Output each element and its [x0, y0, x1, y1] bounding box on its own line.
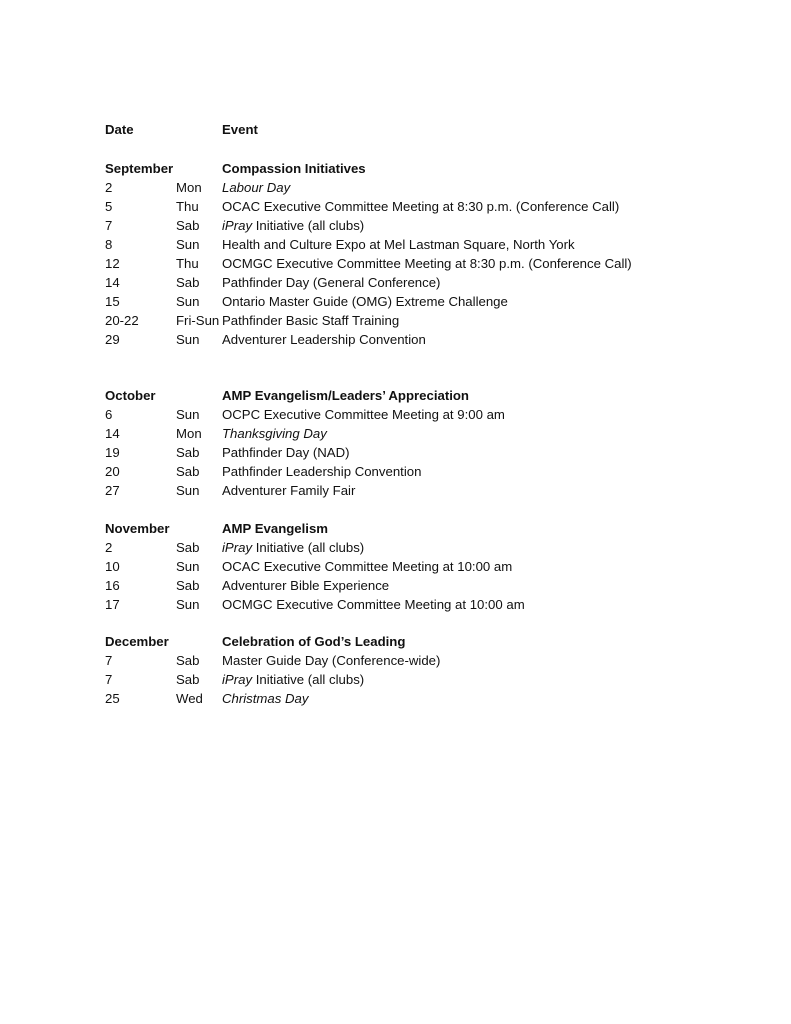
event-day: Sab	[176, 464, 200, 479]
event-row	[105, 405, 725, 424]
event-title-text: OCMGC Executive Committee Meeting at 8:30 p.m. (Conference Call)	[222, 256, 632, 271]
event-title	[222, 216, 364, 235]
event-day: Sab	[176, 540, 200, 555]
event-day: Sun	[176, 294, 200, 309]
event-day: Sun	[176, 407, 200, 422]
month-section-september	[105, 159, 725, 349]
month-section-december	[105, 632, 725, 708]
event-title	[222, 273, 440, 292]
event-day: Mon	[176, 426, 202, 441]
event-row	[105, 330, 725, 349]
month-section-november	[105, 519, 725, 614]
event-date: 29	[105, 332, 120, 347]
event-row	[105, 443, 725, 462]
event-title-italic: Thanksgiving Day	[222, 426, 327, 441]
event-title	[222, 235, 575, 254]
event-row	[105, 462, 725, 481]
month-theme: AMP Evangelism/Leaders’ Appreciation	[222, 388, 469, 403]
event-row	[105, 424, 725, 443]
event-title	[222, 443, 350, 462]
month-name: December	[105, 634, 169, 649]
date-column-header: Date	[105, 122, 134, 137]
event-title-text: OCAC Executive Committee Meeting at 8:30 p.m. (Conference Call)	[222, 199, 620, 214]
event-title-suffix: Initiative (all clubs)	[252, 218, 365, 233]
event-date: 2	[105, 180, 113, 195]
event-row	[105, 292, 725, 311]
event-title	[222, 576, 389, 595]
event-row	[105, 197, 725, 216]
month-theme: Celebration of God’s Leading	[222, 634, 406, 649]
event-title	[222, 557, 512, 576]
event-title	[222, 405, 505, 424]
event-title-suffix: Initiative (all clubs)	[252, 672, 365, 687]
event-day: Sab	[176, 218, 200, 233]
event-title-italic: Labour Day	[222, 180, 291, 195]
event-date: 5	[105, 199, 113, 214]
event-title-text: Pathfinder Day (General Conference)	[222, 275, 441, 290]
event-date: 20-22	[105, 313, 139, 328]
event-title	[222, 311, 399, 330]
event-date: 2	[105, 540, 113, 555]
event-title-text: Adventurer Family Fair	[222, 483, 356, 498]
event-date: 27	[105, 483, 120, 498]
event-day: Sun	[176, 332, 200, 347]
table-header	[105, 122, 705, 141]
month-theme: AMP Evangelism	[222, 521, 329, 536]
event-title	[222, 424, 327, 443]
event-title	[222, 178, 290, 197]
event-date: 7	[105, 653, 113, 668]
event-title	[222, 670, 364, 689]
month-heading-row	[105, 519, 725, 538]
event-row	[105, 178, 725, 197]
event-title	[222, 462, 421, 481]
month-name: October	[105, 388, 156, 403]
month-name: September	[105, 161, 174, 176]
event-day: Thu	[176, 199, 199, 214]
event-date: 19	[105, 445, 120, 460]
event-date: 25	[105, 691, 120, 706]
event-date: 10	[105, 559, 120, 574]
event-title	[222, 330, 426, 349]
event-date: 16	[105, 578, 120, 593]
event-day: Sab	[176, 275, 200, 290]
event-title-text: Pathfinder Day (NAD)	[222, 445, 350, 460]
event-date: 20	[105, 464, 120, 479]
event-day: Sun	[176, 597, 200, 612]
event-title-text: Adventurer Bible Experience	[222, 578, 390, 593]
event-date: 7	[105, 218, 113, 233]
event-day: Mon	[176, 180, 202, 195]
event-title-text: Health and Culture Expo at Mel Lastman Square, North York	[222, 237, 575, 252]
month-heading-row	[105, 386, 725, 405]
event-date: 6	[105, 407, 113, 422]
event-title-italic: iPray	[222, 672, 253, 687]
event-title	[222, 689, 308, 708]
event-title-italic: iPray	[222, 540, 253, 555]
event-date: 12	[105, 256, 120, 271]
event-title-text: Pathfinder Leadership Convention	[222, 464, 422, 479]
event-day: Fri-Sun	[176, 313, 220, 328]
event-day: Wed	[176, 691, 203, 706]
event-day: Sab	[176, 672, 200, 687]
event-row	[105, 576, 725, 595]
event-title	[222, 197, 619, 216]
month-name: November	[105, 521, 170, 536]
event-row	[105, 273, 725, 292]
event-title	[222, 292, 508, 311]
event-date: 14	[105, 426, 120, 441]
event-date: 15	[105, 294, 120, 309]
event-day: Sab	[176, 445, 200, 460]
event-title	[222, 538, 364, 557]
event-date: 8	[105, 237, 113, 252]
event-title-text: OCAC Executive Committee Meeting at 10:00 am	[222, 559, 513, 574]
event-title	[222, 254, 632, 273]
event-column-header: Event	[222, 122, 258, 137]
event-row	[105, 595, 725, 614]
event-date: 14	[105, 275, 120, 290]
event-title-text: OCMGC Executive Committee Meeting at 10:00 am	[222, 597, 525, 612]
event-title	[222, 481, 355, 500]
event-title	[222, 651, 440, 670]
event-title-suffix: Initiative (all clubs)	[252, 540, 365, 555]
event-row	[105, 689, 725, 708]
event-title-text: Adventurer Leadership Convention	[222, 332, 426, 347]
event-title-text: Pathfinder Basic Staff Training	[222, 313, 400, 328]
event-row	[105, 311, 725, 330]
event-day: Sun	[176, 483, 200, 498]
event-title	[222, 595, 525, 614]
event-day: Sab	[176, 578, 200, 593]
event-row	[105, 651, 725, 670]
event-row	[105, 670, 725, 689]
event-title-text: Ontario Master Guide (OMG) Extreme Challenge	[222, 294, 508, 309]
month-heading-row	[105, 159, 725, 178]
month-section-october	[105, 386, 725, 500]
event-title-italic: Christmas Day	[222, 691, 309, 706]
event-row	[105, 481, 725, 500]
event-day: Sun	[176, 559, 200, 574]
event-date: 17	[105, 597, 120, 612]
event-day: Thu	[176, 256, 199, 271]
event-title-italic: iPray	[222, 218, 253, 233]
event-row	[105, 538, 725, 557]
event-row	[105, 254, 725, 273]
event-day: Sun	[176, 237, 200, 252]
month-heading-row	[105, 632, 725, 651]
event-day: Sab	[176, 653, 200, 668]
event-row	[105, 235, 725, 254]
event-title-text: OCPC Executive Committee Meeting at 9:00 am	[222, 407, 505, 422]
event-row	[105, 557, 725, 576]
event-row	[105, 216, 725, 235]
event-date: 7	[105, 672, 113, 687]
event-title-text: Master Guide Day (Conference-wide)	[222, 653, 441, 668]
month-theme: Compassion Initiatives	[222, 161, 366, 176]
